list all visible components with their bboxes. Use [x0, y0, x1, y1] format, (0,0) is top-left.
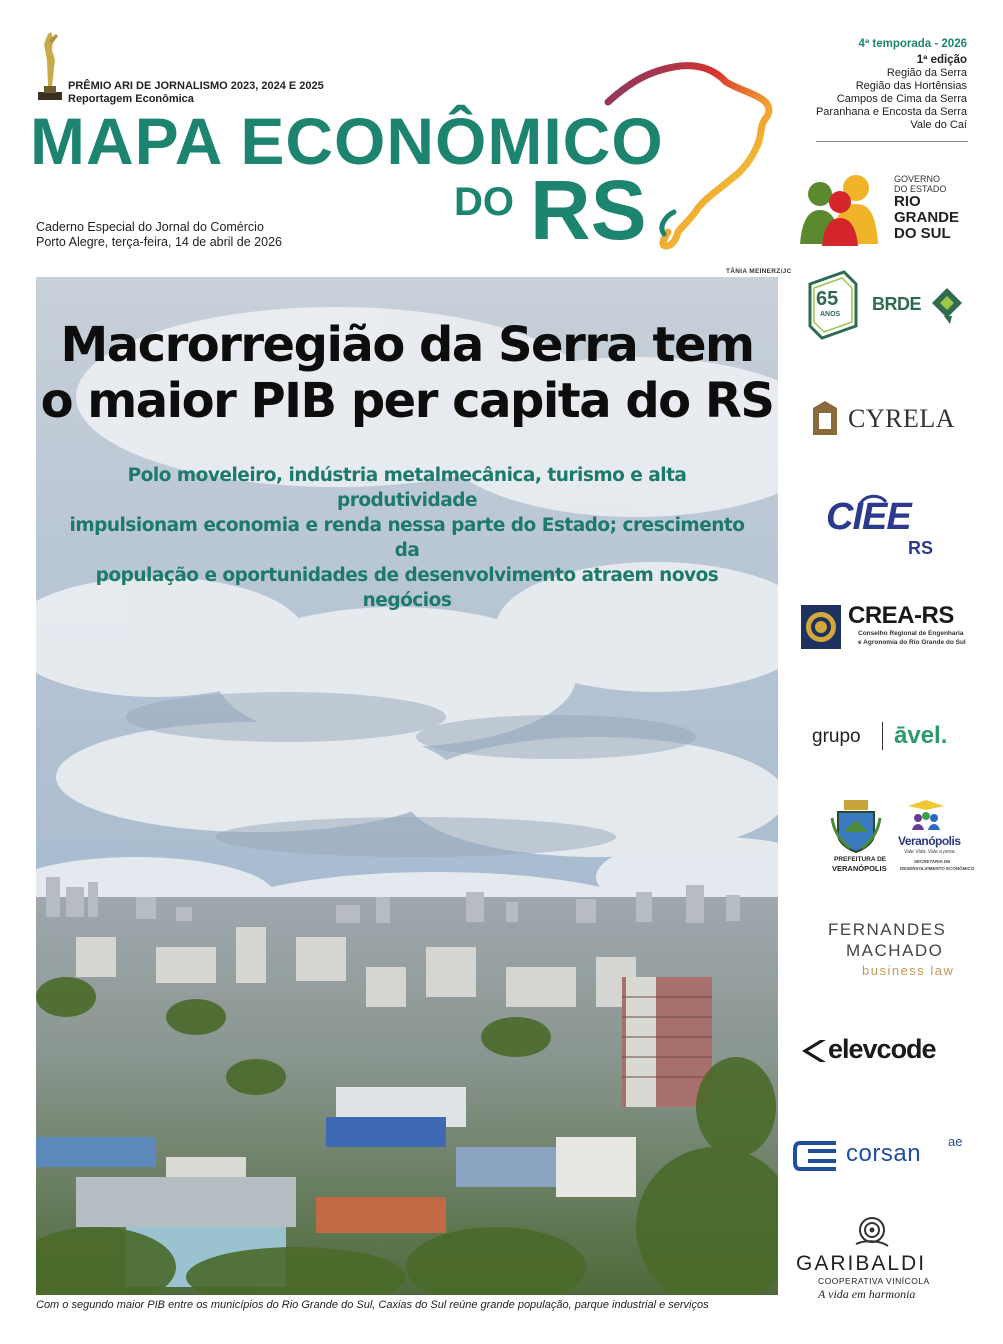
sponsor-grupo-avel [810, 720, 970, 754]
trophy-icon [36, 30, 64, 102]
ciee-rs: RS [908, 538, 934, 558]
subhead-line: impulsionam economia e renda nessa parte do Estado; crescimento da [69, 515, 745, 561]
headline-line: o maior PIB per capita do RS [40, 373, 774, 429]
sponsor-brde [804, 270, 974, 342]
gov-line: DO ESTADO [894, 184, 947, 194]
brde-years: 65 [816, 288, 839, 310]
veranopolis-tagline: Vale Vida. Vale a pena. [904, 849, 956, 855]
garibaldi-name: GARIBALDI [796, 1252, 927, 1275]
gov-name: RIO [894, 193, 921, 210]
corsan-logo-icon [792, 1140, 838, 1172]
garibaldi-tagline: A vida em harmonia [818, 1287, 916, 1301]
region-item: Paranhana e Encosta da Serra [815, 106, 967, 118]
subheadline [56, 463, 758, 613]
sponsor-corsan [792, 1134, 970, 1174]
award-block [36, 30, 324, 110]
issue-info [36, 220, 282, 250]
elevcode-chevron-icon [800, 1038, 828, 1064]
secretaria-label: SECRETARIA DE [914, 859, 951, 864]
crea-name: CREA-RS [848, 602, 954, 629]
award-title: PRÊMIO ARI DE JORNALISMO 2023, 2024 E 2025 [68, 80, 324, 92]
sponsor-veranopolis [826, 798, 974, 876]
cover-photo [36, 277, 778, 1295]
gov-name: GRANDE [894, 209, 960, 226]
veranopolis-brand: Veranópolis [898, 834, 961, 848]
region-item: Região das Hortênsias [855, 80, 967, 92]
sponsor-ciee [820, 492, 950, 562]
masthead-do: DO [454, 180, 514, 224]
pref-name: VERANÓPOLIS [832, 864, 887, 873]
people-silhouette-icon [798, 172, 878, 248]
gov-line: GOVERNO [894, 174, 941, 184]
corsan-ae: ae [948, 1134, 963, 1149]
divider [882, 722, 883, 750]
divider [816, 141, 968, 142]
avel-grupo: grupo [812, 726, 861, 747]
fm-line: MACHADO [846, 941, 944, 960]
edition-label: 1ª edição [916, 54, 967, 66]
brde-name: BRDE [872, 294, 922, 314]
edition-info [816, 38, 967, 132]
issue-date: Porto Alegre, terça-feira, 14 de abril de 2026 [36, 235, 282, 249]
avel-name: āvel. [894, 722, 948, 749]
sponsor-elevcode [800, 1034, 970, 1070]
sponsor-cyrela [810, 398, 970, 440]
garibaldi-sub: COOPERATIVA VINÍCOLA [818, 1276, 930, 1286]
award-category: Reportagem Econômica [68, 93, 194, 105]
city-skyline-image [36, 277, 778, 1295]
brde-anos: ANOS [820, 311, 841, 318]
sponsor-governo-rs [798, 172, 973, 248]
region-item: Campos de Cima da Serra [836, 93, 967, 105]
masthead-title: MAPA ECONÔMICO [30, 104, 664, 178]
gov-name: DO SUL [894, 225, 951, 242]
cyrela-name: CYRELA [848, 404, 955, 433]
secretaria-name: DESENVOLVIMENTO ECONÔMICO [900, 866, 975, 871]
garibaldi-swirl-icon [852, 1214, 892, 1250]
elevcode-name: elevcode [828, 1034, 936, 1064]
crea-seal-icon [800, 604, 842, 650]
cyrela-house-icon [812, 400, 838, 436]
fm-tagline: business law [862, 963, 955, 978]
sponsor-crea-rs [800, 604, 972, 654]
crea-desc: e Agronomia do Rio Grande do Sul [858, 639, 966, 646]
headline [36, 317, 778, 429]
sponsor-garibaldi [794, 1214, 954, 1306]
photo-credit: TÂNIA MEINERZ/JC [726, 268, 792, 275]
season-label: 4ª temporada - 2026 [858, 38, 967, 50]
region-item: Região da Serra [886, 67, 967, 79]
veranopolis-coat-of-arms-icon [830, 798, 882, 854]
ciee-swoosh-icon [858, 492, 888, 506]
headline-line: Macrorregião da Serra tem [60, 317, 754, 373]
ciee-name: CIEE [826, 496, 911, 538]
issue-section: Caderno Especial do Jornal do Comércio [36, 220, 264, 234]
pref-label: PREFEITURA DE [834, 856, 887, 863]
fm-line: FERNANDES [828, 920, 947, 939]
subhead-line: população e oportunidades de desenvolvimento atraem novos negócios [95, 565, 719, 611]
corsan-name: corsan [846, 1140, 922, 1167]
masthead-rs: RS [530, 163, 647, 257]
photo-caption: Com o segundo maior PIB entre os municípios do Rio Grande do Sul, Caxias do Sul reúne grande população, parque industrial e serviços [36, 1299, 709, 1311]
veranopolis-people-icon [906, 798, 946, 832]
brde-diamond-icon [930, 286, 964, 326]
sponsor-fernandes-machado [826, 920, 966, 984]
region-item: Vale do Caí [910, 119, 967, 131]
subhead-line: Polo moveleiro, indústria metalmecânica, turismo e alta produtividade [127, 465, 687, 511]
crea-desc: Conselho Regional de Engenharia [858, 630, 964, 637]
